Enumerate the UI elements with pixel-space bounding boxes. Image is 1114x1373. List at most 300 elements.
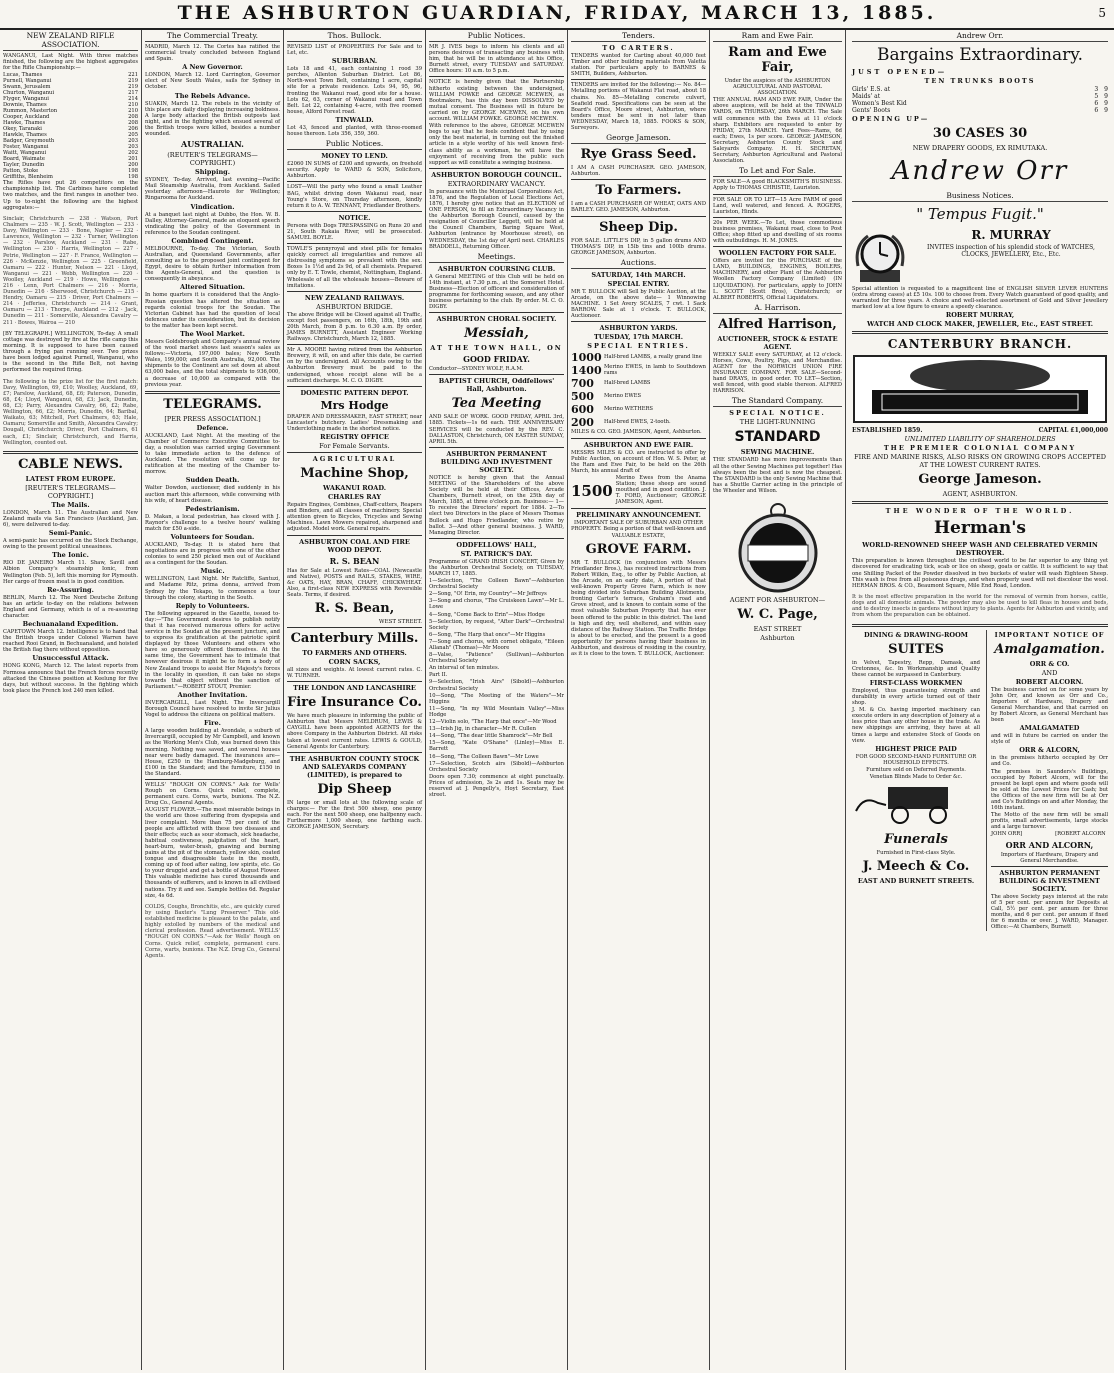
divider [713,246,842,247]
competitor-name: Churton, Wanganui [3,90,55,97]
column-1 [0,30,142,1370]
advert-heading: MONEY TO LEND. [321,152,388,161]
advert-title: Funerals [884,832,948,848]
advert-heading: SUBURBAN. [331,57,378,66]
advert-subheading: TUESDAY, 17th MARCH. [593,333,684,342]
stock-description: Merino EWES, in lamb to Southdown rams [604,364,708,377]
stock-count: 700 [571,377,594,391]
advert-subheading: CORN SACKS, [328,657,381,666]
advert-subheading: NEW DRAPERY GOODS, EX RIMUTAKA. [912,144,1048,152]
column-2 [142,30,284,1370]
divider [287,627,422,628]
divider [287,386,422,387]
advert-subheading: CHARLES RAY [327,493,381,502]
stock-count: 1400 [571,364,602,378]
programme-item: 16—Song, "The Colleen Bawn"—Mr Lowe [429,753,539,760]
story-text: AUCKLAND, To-day. It is stated here that negotiations are in progress with one of the other colonies to send 250 picked men out of Auckland as a contingent for the Soudan. [145,541,282,567]
advert-text: MR T. BULLOCK will Sell by Public Auction, at the Arcade, on the above date— 1 Winnowing MACHINE. 1 Set Avery SCALES, 7 cwt. 1 Sack BARROW. Sale at 1 o'clock. T. BULLOCK, Auctioneer. [571,288,708,320]
advert-title: Machine Shop, [300,466,409,482]
clock-illustration [852,226,908,286]
story-text: The following appeared in the Gazette, issued to-day:—"The Government desires to publish notify that it has received numerous offers for active service in the Soudan at the present juncture, and to express its gratification at the patriotic spirit displayed by those Volunteers and others who have so generously offered themselves. At the same time, the Government has to intimate that however desirous it might be to form a body of New Zealand troops to assist Her Majesty's forces in the locality in question, it can take no steps towards that object without the sanction of Parliament."—ROBERT STOUT, Premier. [145,610,282,690]
advert-text: I AM A CASH PURCHASER. GEO. JAMESON, Ashburton. [571,165,708,178]
advert-subheading: ORR & ALCORN, [1019,746,1080,755]
advert-title: W. C. Page, [737,607,818,623]
advert-text: TENDERS are invited for the following:— No. 84—Metalling portions of Wakanui Flat road, about 18 chains. No. 85—Metalling concrete culvert, Seafield road. Specifications can be seen at the Board's Office, Moore street, Ashburton, where tenders must be sent in not later than WEDNESDAY, March 18, 1885. FOOKS & SON, Surveyors. [571,82,708,132]
article-intro: WANGANUI, Last Night. With three matches finished, the following are the highest aggregates for the Rifle Championship:— [3,53,140,72]
story-heading: Another Invitation. [177,690,248,699]
competitor-name: Downie, Thames [3,102,47,109]
stock-row [571,377,706,390]
advert-heading: NOTICE. [338,213,371,222]
stock-row [571,364,706,377]
advert-subheading: THE LIGHT-RUNNING [739,418,816,427]
advert-subheading: SPECIAL ENTRIES. [587,342,690,351]
advert-title: George Jameson. [918,472,1042,488]
divider [287,752,422,753]
advert-text: £2060 IN SUMS of £200 and upwards, on freehold security. Apply to WARD & SON, Solicitors, Ashburton. [287,161,424,180]
advert-text: AUGUST FLOWER.—The most miserable beings in the world are those suffering from dyspepsia and liver complaint. More than 75 per cent of the people are afflicted with these two diseases and their effects; such as sour stomach, sick headache, habitual costiveness, palpitation of the heart, heart-burn, water-brash, gnawing and burning pains at the pit of the stomach, yellow skin, coated tongue and disagreeable taste in the mouth, coming up of food after eating, low spirits, etc. Go to your druggist and get a bottle of August Flower. This valuable medicine has cured thousands and thousands of sufferers, and is known in all civilised nations. Try it and see. Sample bottles 6d. Regular size, 4s 6d. [145,807,282,899]
hearse-illustration [852,781,972,825]
divider [571,438,706,439]
divider [287,291,422,292]
divider [287,452,422,453]
advert-text: Lots 18 and 41, each containing 1 rood 39 perches, Allenton Suburban District. Lot 86, North-west Town Belt, containing 1 acre, capital site for a private residence. Lots 94, 95, 96, fronting the Wakanui road, good site for a house. Lots 62, 63, corner of Wakanui road and Town Belt. Lot 22, containing 4-acre, with five roomed house, Alford Forest road. [287,66,424,115]
advert-text: REVISED LIST of PROPERTIES For Sale and to Let, etc. [287,44,424,57]
story-text: A large wooden building at Avondale, a suburb of Invercargill, occupied by Mr Campbell, and known as the Working Men's Club, was burned down this morning. Nothing was saved, and several houses near were badly damaged. The insurances are—House, £250 in the Hamburg-Madgeburg, and £100 in the Standard; and the furniture, £150 in the Standard. [145,728,282,777]
advert-heading: ASHBURTON COAL AND FIRE WOOD DEPOT. [299,537,410,554]
advert-subheading: AGENT, ASHBURTON. [942,490,1018,499]
price-row [852,93,1108,100]
section-header: George Jameson. [571,132,706,144]
price-pence: 9 [1104,93,1108,100]
murray-text [914,226,1108,259]
competitor-name: Tayler, Dunedin [3,162,45,169]
story-text: Walter Dowdon, auctioneer, died suddenly in his auction mart this afternoon, while conversing with his wife, of heart disease. [145,485,282,504]
programme-item: 1—Selection, "The Colleen Bawn"—Ashburton Orchestral Society [429,578,566,591]
advert-text: TOWLE'S pennyroyal and steel pills for females quickly correct all irregularities and remove all distressing symptoms so prevalent with the sex. Boxes 1s 1½d and 2s 9d, of all chemists. Prepared only by E. T. Towle, chemist, Nottingham, England. Wholesale of all the wholesale houses—Beware of imitations. [287,246,424,289]
advert-text: Furnished in First-class Style. [876,850,956,857]
advert-text: IMPORTANT SALE OF SUBURBAN AND OTHER PROPERTY. Being a portion of that well-known and VALUABLE ESTATE, [571,520,708,539]
competitor-score: 205 [128,132,138,139]
divider [429,538,564,539]
advert-title: SUITES [888,641,944,657]
advert-text: J. M. & Co. having imported machinery can execute orders in any description of Joinery at a less price than any other house in the trade. As new shippings are arriving, they have at all times a large and extensive Stock of Goods on view. [852,707,982,744]
advert-title: Mrs Hodge [320,398,389,412]
advert-heading: DOMESTIC PATTERN DEPOT. [300,388,409,397]
advert-text: Lot 43, fenced and planted, with three-roomed house thereon. Lots 356, 359, 360. [287,124,424,138]
advert-heading: ASHBURTON AND EWE FAIR. [583,440,694,449]
divider [429,447,564,448]
column-header: NEW ZEALAND RIFLE ASSOCIATION. [3,30,138,51]
divider [287,681,422,682]
advert-subheading: OPENING UP— [852,115,930,123]
advert-text: Furniture sold on Deferred Payments. [866,766,966,773]
competitor-score: 198 [128,174,138,181]
advert-title: J. Meech & Co. [862,859,970,875]
programme-item: 11—Song, "In my Wild Mountain Valley"—Miss Hodge [429,705,566,718]
programme-item: 8—Valse, "Patience" (Sullivan)—Ashburton Orchestral Society [429,652,566,665]
programme-item: 17—Selection, Scotch airs (Sibold)—Ashburton Orchestral Society [429,760,566,773]
advert-text: THE STANDARD has more improvements than all the other Sewing Machines put together! Has always been the best and is now the cheapest. The STANDARD is the only Sewing Machine that has a Shuttle Carrier acting in the principle of the Wheeler and Wilson. [713,457,844,494]
advert-text: in Velvet, Tapestry, Repp, Damask, and Cretonnes, &c. In Workmanship and Quality these cannot be surpassed in Canterbury. [852,659,982,678]
programme-item: 15—Song, "Kate O'Shane" (Linley)—Miss E. Barrett [429,740,566,753]
stock-row [571,403,706,416]
stock-row [571,390,706,403]
filler-text: It is the most effective preparation in the world for the removal of vermin from horses, cattle, dogs and all domestic animals. The powder may also be used to kill fleas in houses and beds, and to destroy insects in gardens without injury to plants. Agents for Ashburton and vicinity, and from whom the preparation can be obtained. [852,594,1108,619]
advert-text: Persons with Dogs TRESPASSING on Runs 20 and 21, South Rakaia River, will be prosecuted. SAMUEL BOYLE. [287,222,424,241]
competitor-name: Board, Waimate [3,156,45,163]
divider [429,168,564,169]
advert-subheading: UNLIMITED LIABILITY OF SHAREHOLDERS [904,435,1056,444]
column-header: Ram and Ewe Fair. [713,30,842,42]
story-heading: Vindication. [190,202,235,211]
divider [852,331,1108,334]
story-text: SYDNEY, To-day. Arrived, last evening—Pacific Mail Steamship Australia, from Auckland. Sailed yesterday afternoon—Hauroto for Wellington; Ringarooma for Auckland. [145,177,282,202]
advert-text: all sizes and weights. At lowest current rates. C. W. TURNER. [287,666,424,680]
advert-subheading: FIRST-CLASS WORKMEN [869,678,963,687]
advert-subheading: TO FARMERS AND OTHERS. [302,648,407,657]
item-price [1094,100,1108,107]
divider [571,179,706,180]
story-text: LONDON, March 11. The Australian and New Zealand mails via San Francisco (Auckland, Jan. 6), were delivered to-day. [3,509,140,529]
section-heading: AUSTRALIAN. [181,139,244,150]
advert-subheading: SPECIAL ENTRY. [607,279,670,288]
section-subheading: LATEST FROM EUROPE. [25,474,116,483]
programme-item: 13—Irish Jig, in character—Mr R. Cullen [429,726,536,733]
section-header: Business Notices. [852,190,1108,202]
advert-heading: THE PREMIER COLONIAL COMPANY [883,444,1077,453]
competitor-score: 200 [128,162,138,169]
credit-line: (REUTER'S TELEGRAMS—COPYRIGHT.) [167,151,258,168]
story-text: In home quarters it is considered that the Anglo-Russian question has altered the situation as regards colonial troops for the Soudan. The Victorian Cabinet has had the question of local defences under its consideration, but its decision to the matter has been kept secret. [145,292,282,329]
stock-description: Merino WETHERS [604,406,653,413]
advert-title: STANDARD [734,429,821,446]
notice-text: NOTICE is hereby given that the Annual MEETING of the Shareholders of the above Society will be held at their Offices, Arcade Chambers, Burnett street, on the 25th day of March, 1885, at three o'clock p.m. Business:— 1—To receive the Directors' report for 1884. 2—To elect two Directors in the place of Messrs Thomas Bullock and Hugo Friedlander, who retire by ballot. 3—And other general business. J. WARD, Managing Director. [429,474,566,536]
advert-title: ORR AND ALCORN, [1005,839,1094,850]
competitor-name: Lucas, Thames [3,72,43,79]
advert-title: Ram and Ewe Fair, [728,45,827,75]
bottom-split [852,630,1108,932]
advert-heading: NEW ZEALAND RAILWAYS. [304,293,405,302]
divider [429,374,564,375]
advert-title: Sheep Dip. [599,219,678,235]
advert-text: The premises in Saunders's Buildings, occupied by Robert Alcorn, will for the present be kept open and where goods will be sold at the Lowest Prices for Cash; but the Offices of the new firm will be at Orr and Co's Buildings on and after Monday, the 16th instant. [991,768,1110,812]
advert-heading: SPECIAL NOTICE. [729,409,826,418]
stock-description: Half-bred LAMBS, a really grand line [604,354,702,361]
story-text: MADRID, March 12. The Cortes has ratified the commercial treaty concluded between England and Spain. [145,44,282,63]
price-row [852,86,1108,93]
item-price [1094,86,1108,93]
competitor-name: Cooper, Auckland [3,114,50,121]
advert-subheading: AGENT FOR ASHBURTON— [729,596,826,605]
price-shillings: 5 [1094,93,1099,100]
advert-text: The above Bridge will be Closed against all Traffic, except foot passengers, on 16th, 18th, 19th and 20th March, from 8 p.m. to 6.30 a.m. By order, JAMES BURNETT, Assistant Engineer Working Railways. Christchurch, March 12, 1885. [287,311,424,343]
competitor-score: 202 [128,150,138,157]
story-text: A semi-panic has occurred on the Stock Exchange, owing to the present political uneasiness. [3,538,140,551]
programme-item: 3—Song and chorus, "The Cruiskeen Lawn"—Mr L. Lowe [429,598,566,611]
advert-subheading: SEWING MACHINE. [740,448,815,457]
advert-title: R. MURRAY [971,228,1051,242]
story-heading: Unsuccessful Attack. [32,654,109,663]
advert-text: TENDERS wanted for Carting about 40,000 feet Timber and other building materials from Valetta station. For particulars apply to BARNES & SMITH, Builders, Ashburton. [571,53,708,78]
section-header: Meetings. [429,251,564,263]
competitor-name: Swann, Jerusalem [3,84,51,91]
story-heading: The Rebels Advance. [174,91,251,100]
capital-label: CAPITAL £1,000,000 [1038,427,1108,435]
advert-subheading: ROBERT MURRAY, [945,311,1015,320]
notice-text: Conductor—SYDNEY WOLF, R.A.M. [429,366,524,373]
notice-subheading: AT THE TOWN HALL, ON [430,344,563,353]
notice-heading: ASHBURTON PERMANENT BUILDING AND INVESTMENT SOCIETY. [440,449,553,474]
notice-text: A General MEETING of this Club will be held on 14th instant, at 7.30 p.m., at the Somerset Hotel. Business—Election of officers and consideration of programme for forthcoming season, and any other business pertaining to the club. By order. M. C. O. DIGBY. [429,273,566,311]
advert-text: DRAPER AND DRESSMAKER, EAST STREET, near Lancaster's butchery. Ladies' Dressmaking and Underclothing made in the shortest notice. [287,413,424,432]
stock-description: Half-bred LAMBS [604,380,651,387]
competitor-score: 221 [128,72,138,79]
price-row [852,100,1108,107]
story-text: RIO DE JANEIRO March 11. Shaw, Savill and Albion Company's steamship Ionic, from Wellington (Feb. 5), left this morning for Plymouth. Her cargo of frozen meat is in good condition. [3,560,140,585]
competitor-name: Hawke, Thames [3,120,46,127]
advert-text: The Motto of the new firm will be small profits, small advertisements, large stocks and a large turnover. [991,812,1110,831]
competitor-name: Okey, Taranaki [3,126,42,133]
divider [3,451,138,454]
advert-heading: THE LONDON AND LANCASHIRE [293,684,416,693]
competitor-score: 210 [128,102,138,109]
advert-heading: IMPORTANT NOTICE OF [994,630,1105,639]
column-header: Thos. Bullock. [287,30,422,42]
advert-title: Canterbury Mills. [290,630,419,646]
competitor-name: Patton, Stoke [3,168,39,175]
notice-title: Tea Meeting [451,396,542,412]
advert-subheading: WAKANUI ROAD. [322,484,387,493]
notice-heading: ASHBURTON COURSING CLUB. [437,264,556,273]
notice-text: MR J. IVES begs to inform his clients and all persons desirous of transacting any business with him, that he will be in attendance at his Office, Burnett street, every TUESDAY and SATURDAY. Office hours: 10 a.m. to 5 p.m. [429,44,566,75]
page-number: 5 [1098,6,1106,20]
insurance-company-banner [852,354,1108,424]
advert-subheading: SATURDAY, 14th MARCH. [591,270,686,279]
notice-heading: ASHBURTON CHORAL SOCIETY. [436,315,557,324]
advert-text: I am a CASH PURCHASER OF WHEAT, OATS AND BARLEY. GEO. JAMESON, Ashburton. [571,201,708,214]
competitor-score: 219 [128,84,138,91]
item-label: Gents' Boots [852,107,891,114]
advert-heading: WOOLLEN FACTORY FOR SALE. [718,249,837,258]
section-heading: TELEGRAMS. [163,396,262,412]
advert-title: Alfred Harrison, [718,316,837,332]
advert-text: and will in future be carried on under the style of [991,733,1110,746]
advert-text: MR T. BULLOCK (in conjunction with Messrs Friedlander Bros.), has received instructions from Robert Wilkin, Esq., to offer by Public Auction, at the Arcade, on an early date, A portion of that well-known Property Grove Farm, which is now being divided into Suburban Building Allotments, fronting Carter's terrace, Graham's road and Grove street, and is known to contain some of the most valuable Suburban Property that has ever been offered to the public in this district. The land is high and dry, well sheltered, and within easy distance of the Railway Station. The Traffic Bridge is about to be erected, and the present is a good opportunity for persons having their business in Ashburton, and desirous of residing in the country, as it is close to the town. T. BULLOCK, Auctioneer. [571,559,708,658]
advert-title: Dip Sheep [317,781,392,797]
advert-subheading: FIRE AND MARINE RISKS, ALSO RISKS ON GROWING CROPS ACCEPTED AT THE LOWEST CURRENT RATES. [854,453,1106,470]
notice-heading: ODDFELLOWS' HALL, [456,540,537,549]
advert-subheading: ORR & CO. [1029,659,1070,668]
story-heading: Altered Situation. [180,283,245,292]
advert-text: FOR SALE OR TO LET—15 Acre FARM of good Land, well watered, and fenced. A. ROGERS, Lauriston, Hinds. [713,196,844,215]
advert-text: The business carried on for some years by John Orr, and known as Orr and Co., Importers of Hardware, Drapery and General Merchandise, and that carried on by Robert Alcorn, as General Merchant has been [991,686,1110,724]
story-text: INVERCARGILL, Last Night. The Invercargill Borough Council have resolved to invite Sir Julius Vogel to address the citizens on political matters. [145,699,282,719]
advert-heading: ASHBURTON YARDS. [599,324,678,333]
advert-text: Employed, thus guaranteeing strength and durability in every article turned out of their shop. [852,687,982,707]
advert-subheading: JUST OPENED— [852,68,948,76]
notice-title: Messiah, [464,326,529,342]
column-3 [284,30,426,1370]
competitor-name: Purnell, Wanganui [3,78,52,85]
notice-text: Programme of GRAND IRISH CONCERT, Given by the Ashburton Orchestral Society, on TUESDAY, MARCH 17, 1885. [429,558,566,577]
advert-text: IN large or small lots at the following scale of charges:— For the first 500 sheep, one penny each. For the next 500 sheep, one halfpenny each. Furthermore 1,000 sheep, one farthing each. GEORGE JAMESON, Secretary. [287,799,424,831]
notice-text: Doors open 7.30; commence at eight punctually. Prices of admission, 3s 2s and 1s. Seats may be reserved at J. Pengelly's, Hoyt Secretary, East street. [429,773,566,799]
advert-title: " Tempus Fugit." [916,205,1044,223]
section-header: Public Notices. [287,138,422,150]
divider [287,535,422,536]
item-label: Women's Best Kid [852,100,907,107]
item-price [1094,93,1108,100]
advert-subheading: ROBERT ALCORN. [1015,677,1084,686]
price-shillings: 6 [1094,100,1099,107]
stock-description: Half-bred EWES, 2-tooth. [604,419,671,426]
competitor-score: 198 [128,168,138,175]
advert-text: in the premises hitherto occupied by Orr and Co. [991,755,1110,768]
advert-title: 30 CASES 30 [932,126,1028,141]
advert-text: WELLS' "ROUGH ON CORNS." Ask for Wells' Rough on Corns. Quick relief, complete, permanent cure. Corns, warts, bunions. The N.Z. Drug Co., General Agents. [145,781,282,807]
price-shillings: 3 [1094,86,1099,93]
notice-text: In pursuance with the Municipal Corporations Act, 1876, and the Regulation of Local Elections Act, 1876, I hereby give notice that an ELECTION of ONE PERSON, to fill an Extraordinary Vacancy in the Ashburton Borough Council, caused by the resignation of Councillor Leggett, will be held at the Council Chambers, Baring Square West, Ashburton (entrance by Moorhouse street), on WEDNESDAY, the 1st day of April next. CHARLES BRADDELL, Returning Officer. [429,188,566,250]
price-shillings: 6 [1094,107,1099,114]
masthead [0,0,1114,30]
column-7 [846,30,1114,1370]
divider [287,344,422,345]
competitor-score: 208 [128,120,138,127]
story-text: At a banquet last night at Dubbo, the Hon. W. B. Dalley, Attorney-General, made an eloquent speech vindicating the policy of the Government in reference to the Soudan contingent. [145,211,282,236]
competitor-name: Badger, Greymouth [3,138,55,145]
ewe-lot [571,475,706,506]
advert-text: Has for Sale at Lowest Rates—COAL (Newcastle and Native), POSTS and RAILS, STAKES, WIRE, &c OATS, HAY, BRAN, CHAFF, CHICKWHEAT. Also, a first-class NEW EXPRESS with Reversible Seats. Terms, if desired. [287,567,424,598]
story-heading: Pedestrianism. [185,504,240,513]
advert-address: WEST STREET. [378,618,422,625]
stock-count: 600 [571,403,594,417]
advert-text: Special attention is requested to a magnificent line of ENGLISH SILVER LEVER HUNTERS (extra strong cases) at £5 10s. 100 to choose from. Every Watch guaranteed of good quality, and warranted for three years. A choice and well-selected assortment of Gold and Silver Jewellery marked low at a low figure to ensure a speedy clearance. [852,286,1110,311]
advert-subheading: AMALGAMATED [1019,724,1080,733]
advert-text: Mr A. MOORE having retired from the Ashburton Brewery, it will, on and after this date, be carried on by the undersigned. All Accounts owing to the Ashburton Brewery must be paid to the undersigned, whose receipt alone will be a sufficient discharge. M. C. O. DIGBY. [287,347,424,384]
divider [991,866,1108,867]
advert-heading: DINING & DRAWING-ROOM [864,630,968,639]
story-text: MELBOURNE, To-day. The Victorian, South Australian, and Queensland Governments, after consulting as to the proposed joint contingent for Egypt, desire to obtain further information from the Agents-General, and the question is consequently in abeyance. [145,245,282,283]
story-heading: Volunteers for Soudan. [170,532,255,541]
advert-subheading: AUCTIONEER, STOCK & ESTATE AGENT. [717,334,838,351]
competitor-score: 201 [128,156,138,163]
ewe-count: 1500 [571,481,613,500]
notice-text: NOTICE is hereby given that the Partnership hitherto existing between the undersigned, WILLIAM FOWKE and GEORGE MCEWEN, as Bootmakers, has this day been DISSOLVED by mutual consent. The Business will in future be carried on by GEORGE MCEWEN, on his own account. WILLIAM FOWKE. GEORGE MCEWEN. [429,79,566,123]
column-6 [710,30,846,1370]
story-text: AUCKLAND, Last Night. At the meeting of the Chamber of Commerce Executive Committee to-day, a resolution was carried urging Government to take immediate action to the defence of Auckland. The resolution will come up for ratification at the meeting of the Chamber to-morrow. [145,432,282,476]
story-heading: The Ionic. [52,551,89,560]
story-text: HONG KONG, March 12. The latest reports from Formosa announce that the French forces recently attacked the Chinese position at Keelung for five days, but without success. In the fighting which took place the French lost 240 men killed. [3,663,140,694]
notice-text: With reference to the above, GEORGE MCEWEN begs to say that he feels confident that by using only the best material, in turning out the finished article in a style worthy of his well known first-class ability as a workman, he will have the enjoyment of receiving from the public such support as will constitute a swinging business. [429,123,566,166]
advert-title: Bargains Extraordinary. [876,45,1084,65]
competitor-score: 210 [128,108,138,115]
advert-heading: AGRICULTURAL [312,455,397,464]
stock-count: 1000 [571,351,602,365]
item-price [1094,107,1108,114]
story-text: LONDON, March 12. Lord Carrington, Governor elect of New South Wales, sails for Sydney in October. [145,72,282,91]
advert-heading: THE WONDER OF THE WORLD. [885,507,1075,516]
story-heading: A New Governor. [182,63,243,72]
divider [571,321,706,322]
divider [571,216,706,217]
competitor-name: Foster, Wanganui [3,144,49,151]
story-heading: Fire. [204,719,221,728]
advert-address: EAST STREET [753,625,802,634]
advert-text: Repairs Engines, Combines, Chaff-cutters, Reapers and Binders, and all classes of machinery. Special attention given to Bicycles, Tricycles and Sewing Machines. Lawn Mowers repaired, sharpened and adjusted. Model work. General repairs. [287,502,424,533]
section-header: The Standard Company. [713,395,842,407]
filler-text: Sinclair, Christchurch — 238 · Watson, Port Chalmers — 235 · W. J. Scott, Wellington — 233 · Davy, Wellington — 233 · Bone, Napier — 232 · Lawrence, Wellington — 232 · Turner, Wellington — 232 · Parslow, Auckland — 231 · Rabe, Wellington — 230 · Harris, Wellington — 227 · Petrie, Wellington — 227 · F. France, Wellington — 226 · McKenzie, Wellington — 225 · Greenfield, Oamaru — 222 · Hunter, Nelson — 221 · Lloyd, Wanganui — 221 · Webb, Wellington — 220 · Woolley, Auckland — 219 · Howe, Wellington — 216 · Lenn, Port Chalmers — 216 · Morris, Dunedin — 216 · Sherwood, Christchurch — 215 · Hendry, Oamaru — 215 · Driver, Port Chalmers — 214 · Jefferies, Christchurch — 214 · Grant, Oamaru — 213 · Thorpe, Auckland — 212 · Jack, Dunedin — 211 · Somerville, Alexandra Cavalry — 211 · Bowes, Wairoa — 210 [3,215,138,326]
competitor-score: 217 [128,90,138,97]
price-row [852,107,1108,114]
advert-text: Importers of Hardware, Drapery and General Merchandise. [1000,851,1100,864]
programme-item: 14—Song, "The dear little Shamrock"—Mr Bell [429,733,553,740]
advert-heading: TO CARTERS. [602,44,675,52]
advert-text: LOST—Will the party who found a small Leather BAG, whilst driving down Wakanui road, near Young's Store, on Thursday afternoon, kindly return it to A. W. TENNANT, Friedlander Brothers. [287,184,424,209]
advert-title: To Farmers. [595,183,682,199]
competitor-name: Griffiths, Blenheim [3,174,53,181]
divider [571,508,706,509]
divider [287,211,422,212]
story-text: SUAKIN, March 12. The rebels in the vicinity of this place are daily displaying increasing boldness. A large body attacked the British outposts last night, and in the fighting which ensued several of the British troops were killed, besides a number wounded. [145,100,282,138]
article-text: [BY TELEGRAPH.] WELLINGTON, To-day. A small cottage was destroyed by fire at the rifle camp this morning. It is supposed to have been caused through a frying pan running over. Two prizes have been lodged against Purnell, Wanganui, who is the second in the Rifle Belt, not having performed the required firing. [3,330,140,374]
story-heading: Reply to Volunteers. [175,601,250,610]
section-heading: CABLE NEWS. [18,456,123,472]
price-pence: 9 [1104,107,1108,114]
divider [287,243,422,244]
competitor-name: Waitt, Wanganui [3,150,47,157]
story-text: Messrs Goldsbrough and Company's annual review of the wool market shows last season's sales as follows:—Victoria, 197,000 bales; New South Wales, 199,000; and South Australia, 92,000. The shipments to the Continent are set down at about 63,000 bales, and the total shipments to 936,000, a decrease of 10,000 as compared with the previous year. [145,339,282,388]
story-heading: Defence. [196,423,229,432]
divider [571,79,706,80]
boots-price-list [852,86,1108,114]
programme-item: Part II. [429,672,448,679]
signature: Andrew Orr [891,156,1069,186]
section-header: A. Harrison. [713,302,842,314]
competitor-name: Rummon, Masterton [3,108,58,115]
waltham-watch-illustration [732,497,824,593]
advert-subheading: TEN TRUNKS BOOTS [924,77,1036,85]
programme-item: 12—Violin solo, "The Harp that once"—Mr Wood [429,719,557,726]
advert-heading: ASHBURTON PERMANENT BUILDING & INVESTMENT SOCIETY. [999,868,1100,893]
divider [287,181,422,182]
advert-text: Merino Ewes from the Anama Station; these sheep are sound mouthed and in good condition. J. T. FORD, Auctioneer; GEORGE JAMESON, Agent. [615,474,708,506]
advert-text: The above Society pays interest at the rate of 5 per cent. per annum for Deposits at Call, 5½ per cent. per annum for three months, and 6 per cent. per annum if fixed for 6 months or over. J. WARD, Manager. Office:—At Chambers, Burnett [991,893,1110,931]
programme-item: 7—Song and chorus, with cornet obligato, "Eileen Allanah" (Thomas)—Mr Moore [429,638,566,651]
advert-text: FOR SALE. LITTLE'S DIP, in 5 gallon drums AND THOMAS'S DIP, in 15lb tins and 100lb drums. GEORGE JAMESON, Ashburton. [571,237,708,256]
credit-line: [PER PRESS ASSOCIATION.] [164,414,261,423]
column-header: Tenders. [571,30,706,42]
advert-address: Ashburton [760,634,795,643]
advert-text: MILES & CO. GEO. JAMESON, Agent, Ashburton. [571,429,702,436]
signature-line: JOHN ORR] [ROBERT ALCORN [991,831,1106,838]
advert-text: THE ANNUAL RAM AND EWE FAIR, Under the above auspices, will be held at the TINWALD YARDS, on THURSDAY, 26th MARCH. The Sale will commence with the Ewes at 11 o'clock sharp. Exhibitors are requested to enter by FRIDAY, 27th MARCH. Yard Fees—Rams, 6d each; Ewes, 1s per score. GEORGE JAMESON, Secretary, Ashburton County Stock and Saleyards Company. H. H. SECRETAN, Secretary, Ashburton Agricultural and Pastoral Association. [713,97,844,165]
article-text: The Rifles have put 26 competitors on the championship list. The Carbines have completed two matches, and the first ranges in another two. Up to to-night the following are the highest aggregates:— [3,180,140,211]
stock-description: Merino EWES [604,393,642,400]
price-pence: 9 [1104,100,1108,107]
item-label: Girls' E.S. at [852,86,891,93]
notice-text: AND SALE OF WORK. GOOD FRIDAY, APRIL 3rd, 1885. Tickets—1s 6d each. THE ANNIVERSARY SERVICES will be conducted by the REV. C. DALLASTON, Christchurch, ON EASTER SUNDAY, APRIL 5th. [429,414,566,445]
story-heading: Re-Assuring. [47,585,94,594]
story-heading: Music. [200,567,225,576]
programme-item: An interval of ten minutes. [429,665,500,672]
price-pence: 9 [1104,86,1108,93]
advert-text: Venetian Blinds Made to Order &c. [869,774,963,780]
divider [429,76,564,77]
advert-text: This preparation is known throughout the civilised world to be far superior to any thing yet discovered for eradicating tick, scab or lice on sheep, goats or cattle. It is sufficient to say that one Shilling Packet of the Powder dissolved in two buckets of water will wash Eighteen Sheep. This wash is free from all poisonous drugs, and when properly used will not discolour the wool. HERMAN BROS. & CO., Beaumont Square, Mile End Road, London. [852,558,1110,589]
story-heading: The Mails. [51,500,90,509]
stock-row [571,416,706,429]
